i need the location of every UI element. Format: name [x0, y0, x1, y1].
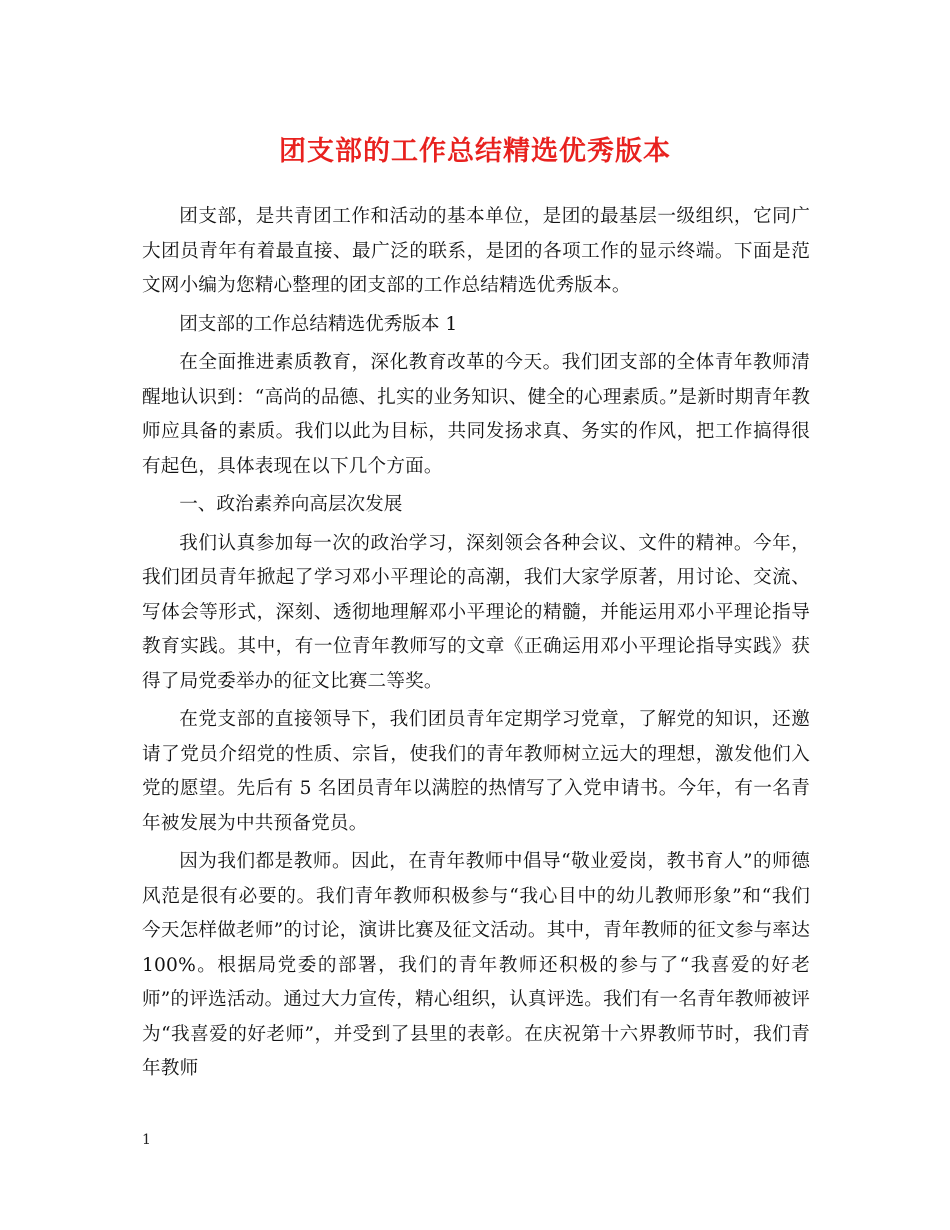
section-title: 团支部的工作总结精选优秀版本 1 [179, 313, 458, 335]
body-paragraph: 我们认真参加每一次的政治学习，深刻领会各种会议、文件的精神。今年，我们团员青年掀起了学习邓小平理论的高潮，我们大家学原著，用讨论、交流、写体会等形式，深刻、透彻地理解邓小平理论的精髓，并能运用邓小平理论指导教育实践。其中，有一位青年教师写的文章《正确运用邓小平理论指导实践》获得了局党委举办的征文比赛二等奖。 [142, 532, 810, 692]
document-body [142, 200, 810, 1091]
body-paragraph: 因为我们都是教师。因此，在青年教师中倡导“敬业爱岗，教书育人”的师德风范是很有必要的。我们青年教师积极参与“我心目中的幼儿教师形象”和“我们今天怎样做老师”的讨论，演讲比赛及征文活动。其中，青年教师的征文参与率达 100%。根据局党委的部署，我们的青年教师还积极的参与了“我喜爱的好老师”的评选活动。通过大力宣传，精心组织，认真评选。我们有一名青年教师被评为“我喜爱的好老师”，并受到了县里的表彰。在庆祝第十六界教师节时，我们青年教师 [142, 851, 810, 1079]
body-paragraph: 在党支部的直接领导下，我们团员青年定期学习党章，了解党的知识，还邀请了党员介绍党的性质、宗旨，使我们的青年教师树立远大的理想，激发他们入党的愿望。先后有 5 名团员青年以满腔的热情写了入党申请书。今年，有一名青年被发展为中共预备党员。 [142, 709, 810, 834]
document-title: 团支部的工作总结精选优秀版本 [279, 136, 671, 167]
subsection-heading: 一、政治素养向高层次发展 [179, 494, 403, 515]
body-paragraph: 在全面推进素质教育，深化教育改革的今天。我们团支部的全体青年教师清醒地认识到：“高尚的品德、扎实的业务知识、健全的心理素质。”是新时期青年教师应具备的素质。我们以此为目标，共同发扬求真、务实的作风，把工作搞得很有起色，具体表现在以下几个方面。 [142, 352, 810, 477]
intro-paragraph: 团支部，是共青团工作和活动的基本单位，是团的最基层一级组织，它同广大团员青年有着最直接、最广泛的联系，是团的各项工作的显示终端。下面是范文网小编为您精心整理的团支部的工作总结精选优秀版本。 [142, 206, 810, 296]
page-number: 1 [142, 1132, 151, 1148]
